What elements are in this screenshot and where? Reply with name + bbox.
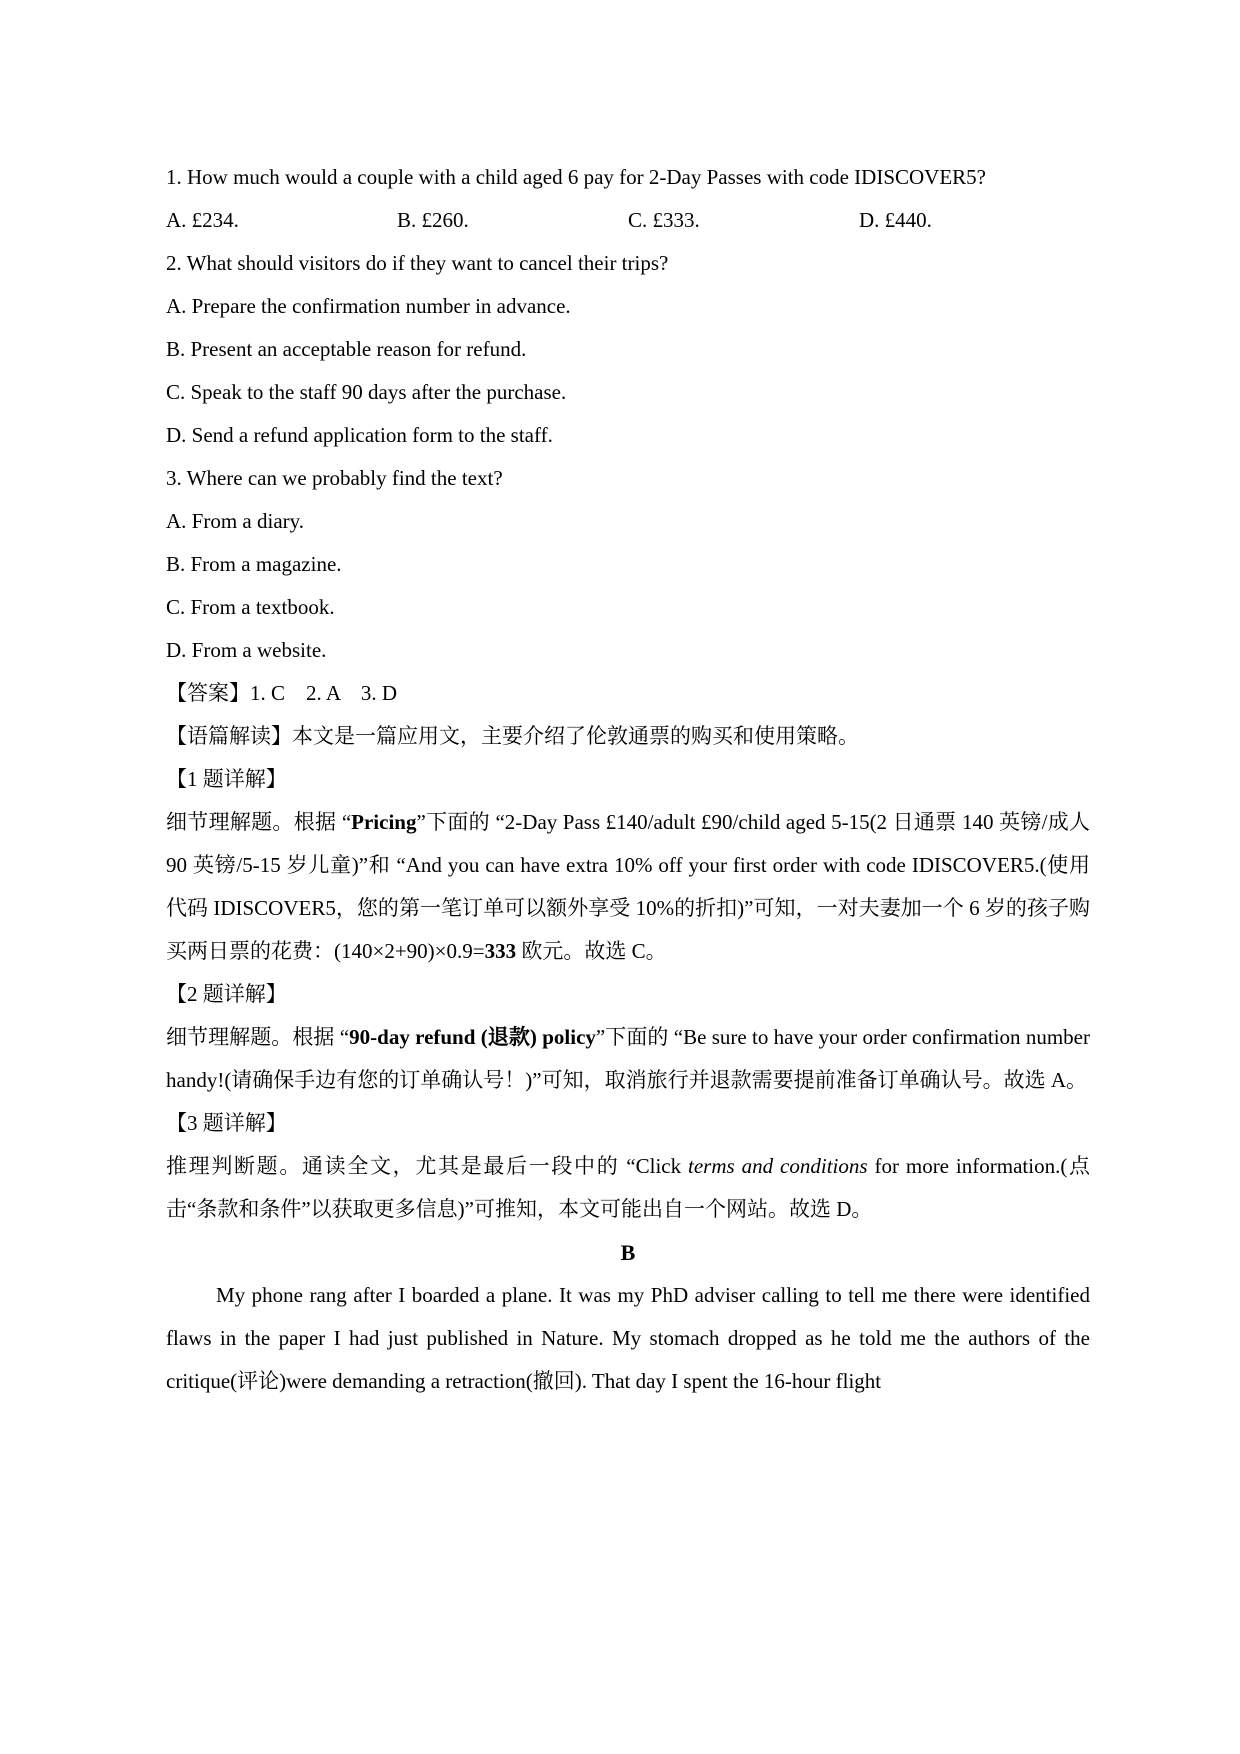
explanation-3-body: 推理判断题。通读全文，尤其是最后一段中的 “Click terms and conditions for more information.(点击“条款和条件”以获取更多信息)”可推知，本文可能出自一个网站。故选 D。	[166, 1154, 1090, 1221]
question-3-option-a: A. From a diary.	[166, 509, 305, 533]
question-1-option-d: D. £440.	[859, 208, 932, 232]
explanation-1-heading: 【1 题详解】	[166, 767, 287, 791]
question-2-option-d: D. Send a refund application form to the staff.	[166, 423, 553, 447]
passage-summary: 【语篇解读】本文是一篇应用文，主要介绍了伦敦通票的购买和使用策略。	[166, 724, 859, 748]
explanation-1-body: 细节理解题。根据 “Pricing”下面的 “2-Day Pass £140/adult £90/child aged 5-15(2 日通票 140 英镑/成人 90 英镑/5-15 岁儿童)”和 “And you can have extra 10% off your first order with code IDISCOVER5.(使用代码 IDISCOVER5，您的第一笔订单可以额外享受 10%的折扣)”可知，一对夫妻加一个 6 岁的孩子购买两日票的花费：(140×2+90)×0.9=333 欧元。故选 C。	[166, 810, 1090, 963]
question-2-option-b: B. Present an acceptable reason for refund.	[166, 337, 527, 361]
explanation-3-heading: 【3 题详解】	[166, 1111, 287, 1135]
explanation-2-heading: 【2 题详解】	[166, 982, 287, 1006]
section-b-heading: B	[620, 1240, 636, 1265]
question-2-option-a: A. Prepare the confirmation number in advance.	[166, 294, 571, 318]
question-1-option-b: B. £260.	[397, 208, 469, 232]
question-1-stem: 1. How much would a couple with a child aged 6 pay for 2-Day Passes with code IDISCOVER5?	[166, 165, 986, 189]
question-2-option-c: C. Speak to the staff 90 days after the purchase.	[166, 380, 567, 404]
question-2-stem: 2. What should visitors do if they want to cancel their trips?	[166, 251, 669, 275]
section-b-paragraph: My phone rang after I boarded a plane. It was my PhD adviser calling to tell me there were identified flaws in the paper I had just published in Nature. My stomach dropped as he told me the authors of the critique(评论)were demanding a retraction(撤回). That day I spent the 16-hour flight	[166, 1283, 1090, 1393]
question-3-option-c: C. From a textbook.	[166, 595, 335, 619]
answers-line: 【答案】1. C 2. A 3. D	[166, 681, 398, 705]
question-3-option-b: B. From a magazine.	[166, 552, 342, 576]
question-1-option-c: C. £333.	[628, 208, 700, 232]
question-3-stem: 3. Where can we probably find the text?	[166, 466, 503, 490]
question-1-options	[166, 199, 1090, 242]
question-1-option-a: A. £234.	[166, 208, 239, 232]
explanation-2-body: 细节理解题。根据 “90-day refund (退款) policy”下面的 “Be sure to have your order confirmation number handy!(请确保手边有您的订单确认号！)”可知，取消旅行并退款需要提前准备订单确认号。故选 A。	[166, 1025, 1090, 1092]
question-3-option-d: D. From a website.	[166, 638, 327, 662]
